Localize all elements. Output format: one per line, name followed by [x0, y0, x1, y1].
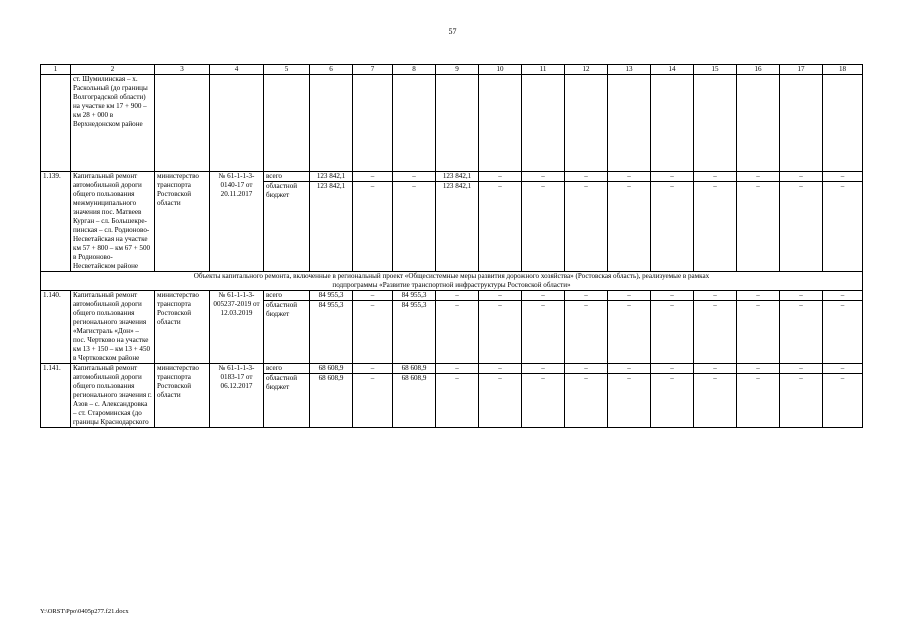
value-cell: –: [737, 364, 780, 374]
value-cell: 84 955,3: [310, 301, 353, 364]
row-number: 1.141.: [41, 364, 71, 428]
value-cell: 123 842,1: [436, 182, 479, 272]
value-cell: –: [608, 364, 651, 374]
expertise-document: № 61-1-1-3-0140-17 от 20.11.2017: [210, 172, 264, 272]
value-cell: 123 842,1: [310, 172, 353, 182]
value-cell: –: [823, 291, 863, 301]
file-path: Y:\ORST\Ppo\0405p277.f21.docx: [40, 608, 129, 615]
value-cell: –: [436, 364, 479, 374]
value-cell: –: [694, 182, 737, 272]
column-number: 17: [780, 65, 823, 75]
object-name: ст. Шумилинская – х. Раскольный (до границы Волгоградской области) на участке км 17 + 900 – км 28 + 000 в Верхнедонском районе: [71, 75, 155, 172]
column-number: 1: [41, 65, 71, 75]
value-cell: –: [694, 301, 737, 364]
program-table: [40, 64, 863, 428]
value-cell: –: [522, 374, 565, 428]
funding-source: всего: [264, 364, 310, 374]
value-cell: –: [479, 291, 522, 301]
column-number: 5: [264, 65, 310, 75]
column-number: 10: [479, 65, 522, 75]
value-cell: –: [651, 182, 694, 272]
value-cell: –: [694, 374, 737, 428]
column-number: 15: [694, 65, 737, 75]
value-cell: –: [565, 301, 608, 364]
column-number: 2: [71, 65, 155, 75]
value-cell: 123 842,1: [436, 172, 479, 182]
object-name: Капитальный ремонт автомобильной дороги общего пользования межмуниципального значения пос. Матвеев Курган – сл. Большекре-пинская – сл. Родионово-Несветайская на участке км 57 + 800 – км 67 + 500 в Родионово-Несветайском районе: [71, 172, 155, 272]
value-cell: –: [608, 182, 651, 272]
empty-cell: [565, 75, 608, 172]
empty-cell: [823, 75, 863, 172]
table-row: [41, 172, 863, 182]
value-cell: 68 608,9: [393, 374, 436, 428]
value-cell: –: [780, 291, 823, 301]
value-cell: –: [353, 301, 393, 364]
value-cell: –: [353, 291, 393, 301]
table-body: [41, 65, 863, 428]
value-cell: –: [522, 301, 565, 364]
value-cell: –: [823, 364, 863, 374]
value-cell: –: [737, 291, 780, 301]
section-heading: Объекты капитального ремонта, включенные в региональный проект «Общесистемные меры развития дорожного хозяйства» (Ростовская область), реализуемые в рамках подпрограммы «Развитие транспортной инфраструктуры Ростовской области»: [41, 272, 863, 291]
empty-cell: [155, 75, 210, 172]
column-number-row: [41, 65, 863, 75]
funding-source: областной бюджет: [264, 374, 310, 428]
column-number: 12: [565, 65, 608, 75]
empty-cell: [522, 75, 565, 172]
column-number: 3: [155, 65, 210, 75]
column-number: 9: [436, 65, 479, 75]
value-cell: –: [436, 301, 479, 364]
value-cell: –: [651, 301, 694, 364]
column-number: 14: [651, 65, 694, 75]
value-cell: –: [608, 172, 651, 182]
value-cell: –: [522, 291, 565, 301]
value-cell: –: [522, 172, 565, 182]
column-number: 16: [737, 65, 780, 75]
value-cell: –: [823, 172, 863, 182]
empty-cell: [479, 75, 522, 172]
funding-source: всего: [264, 291, 310, 301]
section-heading-row: [41, 272, 863, 291]
funding-source: областной бюджет: [264, 182, 310, 272]
value-cell: –: [436, 374, 479, 428]
value-cell: –: [737, 301, 780, 364]
value-cell: –: [479, 364, 522, 374]
empty-cell: [353, 75, 393, 172]
value-cell: –: [780, 374, 823, 428]
column-number: 18: [823, 65, 863, 75]
cell-num: [41, 75, 71, 172]
value-cell: –: [608, 301, 651, 364]
responsible-ministry: министерство транспорта Ростовской области: [155, 291, 210, 364]
value-cell: –: [393, 172, 436, 182]
value-cell: –: [565, 291, 608, 301]
value-cell: –: [436, 291, 479, 301]
empty-cell: [310, 75, 353, 172]
value-cell: 123 842,1: [310, 182, 353, 272]
value-cell: –: [694, 172, 737, 182]
value-cell: –: [651, 364, 694, 374]
empty-cell: [210, 75, 264, 172]
value-cell: –: [737, 182, 780, 272]
value-cell: –: [737, 172, 780, 182]
value-cell: –: [393, 182, 436, 272]
value-cell: –: [565, 364, 608, 374]
row-number: 1.139.: [41, 172, 71, 272]
value-cell: –: [565, 172, 608, 182]
value-cell: 68 608,9: [310, 364, 353, 374]
value-cell: –: [780, 364, 823, 374]
value-cell: –: [780, 301, 823, 364]
value-cell: 68 608,9: [393, 364, 436, 374]
responsible-ministry: министерство транспорта Ростовской области: [155, 364, 210, 428]
empty-cell: [780, 75, 823, 172]
value-cell: –: [353, 182, 393, 272]
empty-cell: [264, 75, 310, 172]
funding-source: областной бюджет: [264, 301, 310, 364]
empty-cell: [694, 75, 737, 172]
value-cell: –: [565, 182, 608, 272]
value-cell: –: [651, 172, 694, 182]
value-cell: –: [565, 374, 608, 428]
value-cell: –: [353, 364, 393, 374]
value-cell: 84 955,3: [393, 301, 436, 364]
responsible-ministry: министерство транспорта Ростовской области: [155, 172, 210, 272]
value-cell: –: [780, 182, 823, 272]
value-cell: –: [694, 291, 737, 301]
value-cell: –: [479, 182, 522, 272]
value-cell: –: [353, 374, 393, 428]
column-number: 13: [608, 65, 651, 75]
table-row: [41, 364, 863, 374]
row-number: 1.140.: [41, 291, 71, 364]
value-cell: –: [522, 182, 565, 272]
value-cell: –: [694, 364, 737, 374]
table-row: [41, 291, 863, 301]
value-cell: –: [522, 364, 565, 374]
value-cell: –: [823, 374, 863, 428]
value-cell: –: [353, 172, 393, 182]
expertise-document: № 61-1-1-3-0183-17 от 06.12.2017: [210, 364, 264, 428]
object-name: Капитальный ремонт автомобильной дороги общего пользования регионального значения «Магистраль «Дон» – пос. Чертково на участке км 13 + 150 – км 13 + 450 в Чертковском районе: [71, 291, 155, 364]
value-cell: –: [479, 301, 522, 364]
expertise-document: № 61-1-1-3-005237-2019 от 12.03.2019: [210, 291, 264, 364]
value-cell: 68 608,9: [310, 374, 353, 428]
object-name: Капитальный ремонт автомобильной дороги общего пользования регионального значения г. Азов – с. Александровка – ст. Староминская (до границы Краснодарского: [71, 364, 155, 428]
value-cell: –: [608, 291, 651, 301]
continuation-row: [41, 75, 863, 172]
column-number: 8: [393, 65, 436, 75]
value-cell: –: [479, 374, 522, 428]
column-number: 6: [310, 65, 353, 75]
value-cell: –: [823, 182, 863, 272]
column-number: 7: [353, 65, 393, 75]
value-cell: 84 955,3: [310, 291, 353, 301]
page-number: 57: [448, 27, 457, 36]
value-cell: –: [608, 374, 651, 428]
empty-cell: [608, 75, 651, 172]
empty-cell: [436, 75, 479, 172]
column-number: 4: [210, 65, 264, 75]
funding-source: всего: [264, 172, 310, 182]
value-cell: –: [823, 301, 863, 364]
column-number: 11: [522, 65, 565, 75]
empty-cell: [393, 75, 436, 172]
value-cell: –: [737, 374, 780, 428]
value-cell: –: [651, 291, 694, 301]
empty-cell: [737, 75, 780, 172]
value-cell: –: [780, 172, 823, 182]
empty-cell: [651, 75, 694, 172]
value-cell: –: [479, 172, 522, 182]
value-cell: –: [651, 374, 694, 428]
value-cell: 84 955,3: [393, 291, 436, 301]
